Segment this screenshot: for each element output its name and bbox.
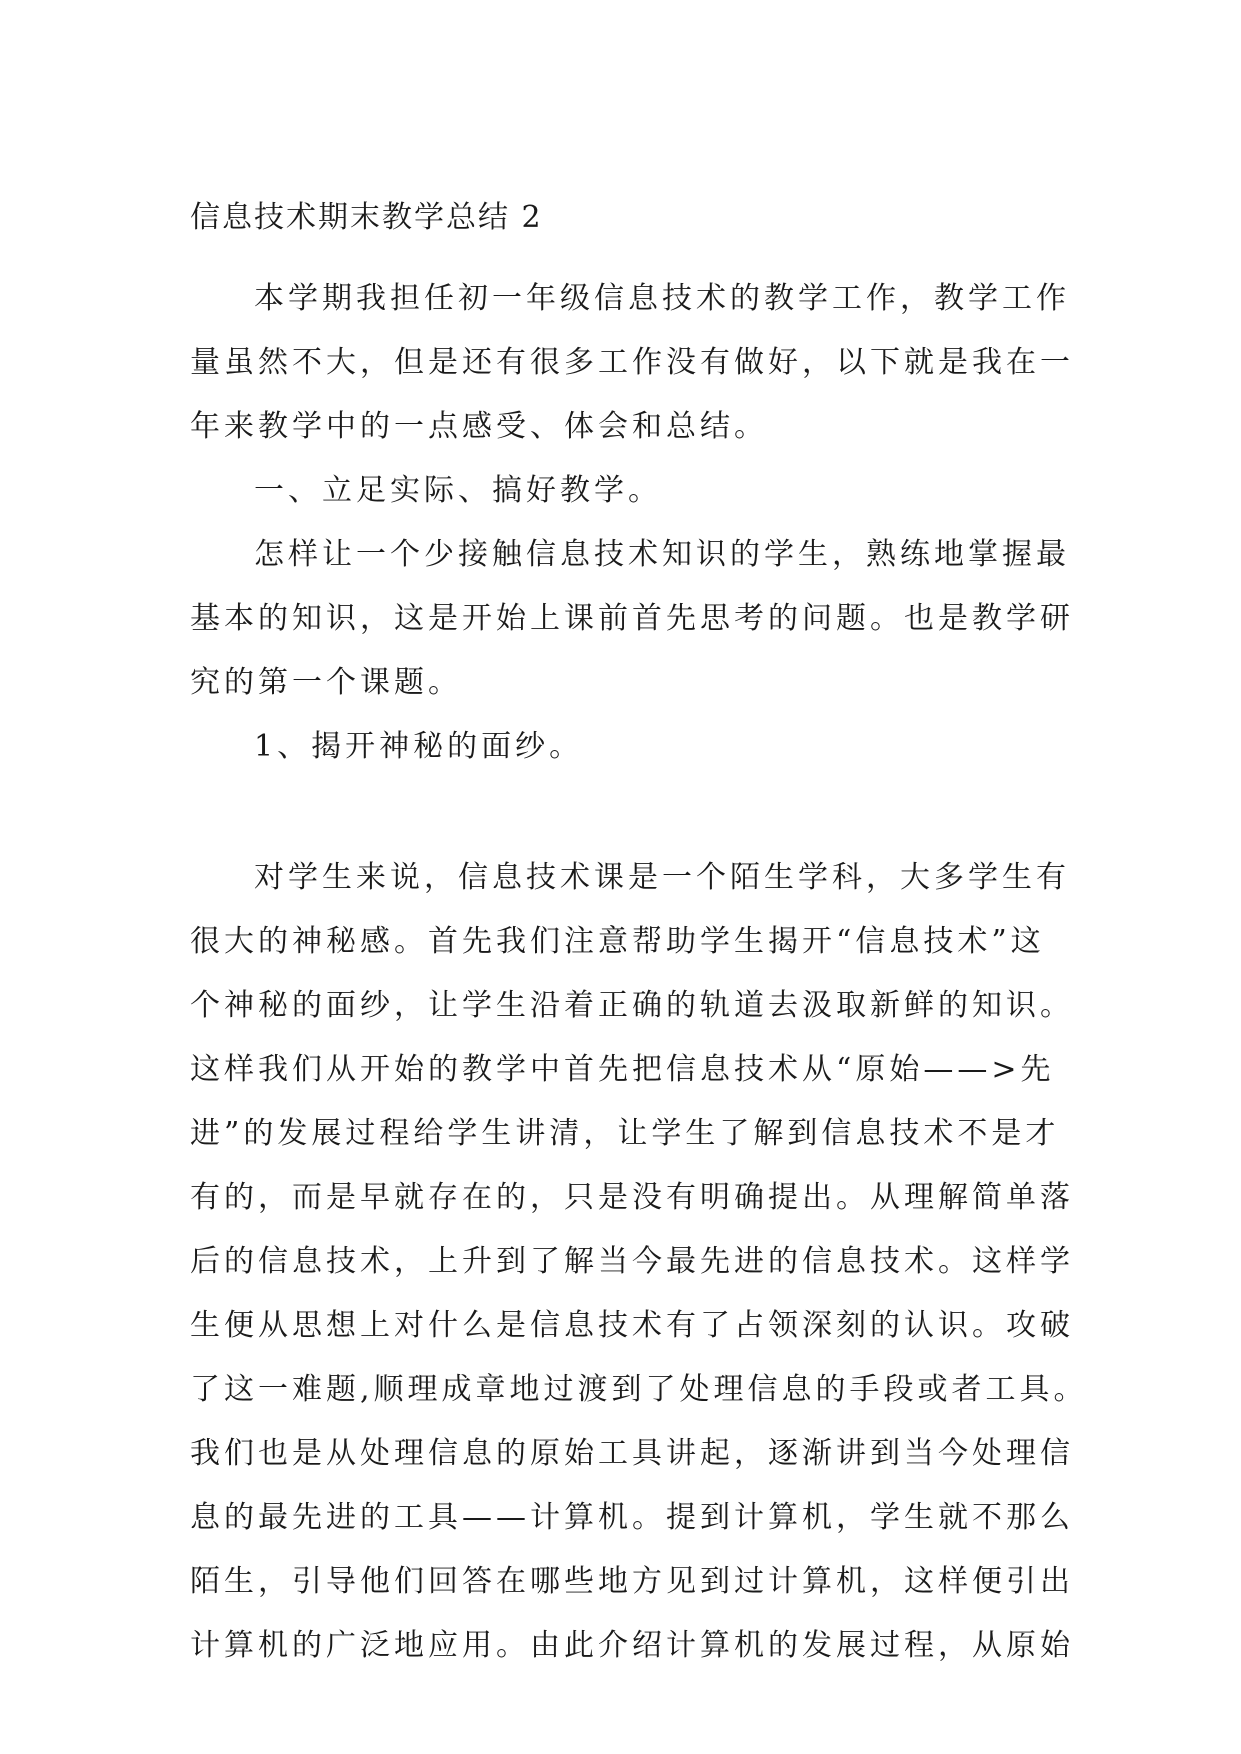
paragraph-line: 有的，而是早就存在的，只是没有明确提出。从理解简单落 [190, 1180, 1074, 1215]
paragraph-line: 后的信息技术，上升到了解当今最先进的信息技术。这样学 [190, 1244, 1074, 1279]
paragraph-line: 生便从思想上对什么是信息技术有了占领深刻的认识。攻破 [190, 1308, 1074, 1343]
paragraph-line: 息的最先进的工具——计算机。提到计算机，学生就不那么 [190, 1500, 1074, 1535]
paragraph-line: 很大的神秘感。首先我们注意帮助学生揭开“信息技术”这 [190, 924, 1045, 959]
paragraph-line: 进”的发展过程给学生讲清，让学生了解到信息技术不是才 [190, 1116, 1060, 1151]
paragraph-line: 究的第一个课题。 [190, 665, 462, 700]
document-title: 信息技术期末教学总结 2 [190, 200, 543, 235]
paragraph-line: 对学生来说，信息技术课是一个陌生学科，大多学生有 [254, 860, 1070, 895]
paragraph-line: 量虽然不大，但是还有很多工作没有做好，以下就是我在一 [190, 345, 1074, 380]
paragraph-line: 计算机的广泛地应用。由此介绍计算机的发展过程，从原始 [190, 1628, 1074, 1663]
paragraph-line: 陌生，引导他们回答在哪些地方见到过计算机，这样便引出 [190, 1564, 1074, 1599]
paragraph-line: 年来教学中的一点感受、体会和总结。 [190, 409, 768, 444]
paragraph-line: 基本的知识，这是开始上课前首先思考的问题。也是教学研 [190, 601, 1074, 636]
paragraph-line: 这样我们从开始的教学中首先把信息技术从“原始——>先 [190, 1052, 1055, 1087]
paragraph-line: 个神秘的面纱，让学生沿着正确的轨道去汲取新鲜的知识。 [190, 988, 1074, 1023]
section-heading: 一、立足实际、搞好教学。 [254, 473, 662, 508]
subsection-heading: 1、揭开神秘的面纱。 [254, 729, 584, 764]
paragraph-line: 了这一难题,顺理成章地过渡到了处理信息的手段或者工具。 [190, 1372, 1088, 1407]
paragraph-line: 本学期我担任初一年级信息技术的教学工作，教学工作 [254, 281, 1070, 316]
paragraph-line: 怎样让一个少接触信息技术知识的学生，熟练地掌握最 [254, 537, 1070, 572]
paragraph-line: 我们也是从处理信息的原始工具讲起，逐渐讲到当今处理信 [190, 1436, 1074, 1471]
